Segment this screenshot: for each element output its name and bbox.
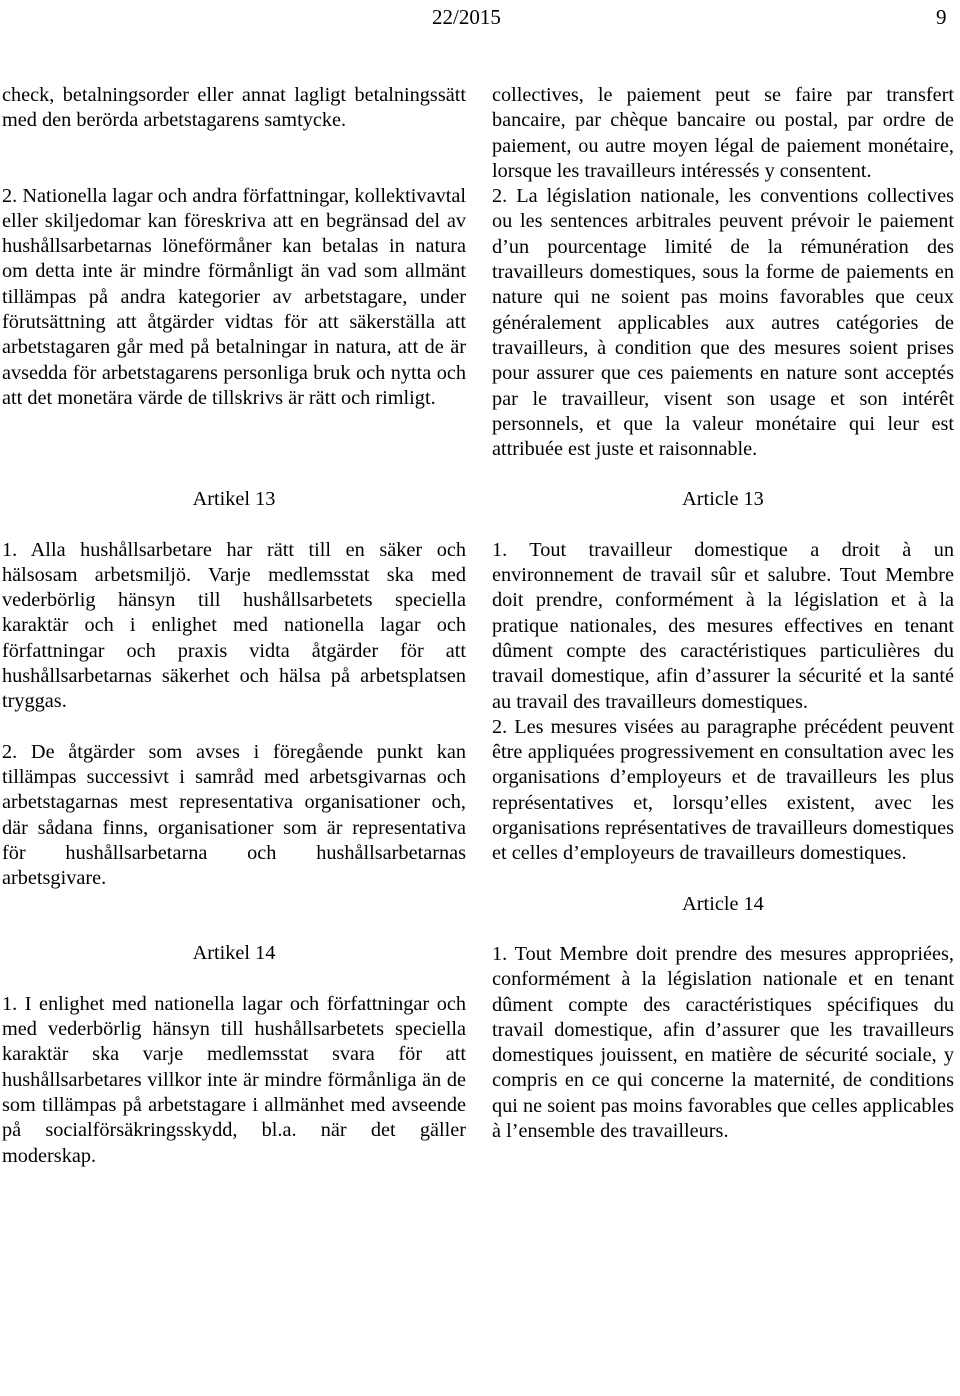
paragraph-social-security-fr: 1. Tout Membre doit prendre des mesures appropriées, conformément à la législation nationale et en tenant dûment compte des caractéristiques spécifiques du travail domestique, afin d’assurer que les travailleurs domestiques jouissent, en matière de sécurité sociale, y compris en ce qui concerne la maternité, de conditions qui ne soient pas moins favorables que celles applicables à l’ensemble des travailleurs.: [492, 942, 954, 1142]
paragraph-safe-work-environment-fr: 1. Tout travailleur domestique a droit à un environnement de travail sûr et salubre. Tout Membre doit prendre, conformément à la législation et à la pratique nationales, des mesures effectives en tenant dûment compte des caractéristiques particulières du travail domestique, afin d’assurer la sécurité et la santé au travail des travailleurs domestiques.: [492, 538, 954, 713]
heading-article-14: Article 14: [682, 892, 764, 915]
paragraph-in-kind-payment-sv: 2. Nationella lagar och andra författningar, kollektivavtal eller skiljedomar kan föreskriva att en begränsad del av hushållsarbetarnas löneförmåner kan betalas in natura om detta inte är mindre förmånligt än vad som allmänt tillämpas på andra kategorier av arbetstagare, under förutsättning att åtgärder vidtas för att säkerställa att arbetstagaren går med på betalningar in natura, att de är avsedda för arbetstagarens personliga bruk och nytta och att det monetära värde de tillskrivs är rätt och rimligt.: [2, 184, 466, 409]
issue-number: 22/2015: [432, 5, 501, 29]
page-header: [0, 2, 960, 32]
french-column: [492, 83, 954, 1144]
heading-artikel-13: Artikel 13: [192, 488, 276, 511]
paragraph-gradual-measures-sv: 2. De åtgärder som avses i föregående punkt kan tillämpas successivt i samråd med arbetsgivarnas och arbetstagarnas mest representativa organisationer och, där sådana finns, organisationer som är representativa för hushållsarbetarna och hushållsarbetarnas arbetsgivare.: [2, 740, 466, 890]
paragraph-payment-consent-fr: collectives, le paiement peut se faire par transfert bancaire, par chèque bancaire ou postal, par ordre de paiement, ou autre moyen légal de paiement monétaire, lorsque les travailleurs intéressés y consentent.: [492, 84, 954, 182]
heading-artikel-14: Artikel 14: [192, 942, 276, 965]
page-number: 9: [936, 5, 947, 29]
paragraph-safe-work-environment-sv: 1. Alla hushållsarbetare har rätt till en säker och hälsosam arbetsmiljö. Varje medlemsstat ska med vederbörlig hänsyn till hushållsarbetets speciella karaktär och i enlighet med nationella lagar och författningar och praxis vidta åtgärder för att hushållsarbetarnas säkerhet och hälsa på arbetsplatsen tryggas.: [2, 538, 466, 713]
paragraph-social-security-sv: 1. I enlighet med nationella lagar och författningar och med vederbörlig hänsyn till hushållsarbetets speciella karaktär ska varje medlemsstat svara för att hushållsarbetares villkor inte är mindre förmånliga än de som tillämpas på arbetstagare i allmänhet med avseende på socialförsäkringsskydd, bl.a. när det gäller moderskap.: [2, 992, 466, 1167]
paragraph-gradual-measures-fr: 2. Les mesures visées au paragraphe précédent peuvent être appliquées progressivement en consultation avec les organisations d’employeurs et de travailleurs les plus représentatives et, lorsqu’elles existent, avec les organisations représentatives de travailleurs domestiques et celles d’employeurs de travailleurs domestiques.: [492, 715, 954, 865]
paragraph-in-kind-payment-fr: 2. La législation nationale, les conventions collectives ou les sentences arbitrales peuvent prévoir le paiement d’un pourcentage limité de la rémunération des travailleurs domestiques, sous la forme de paiements en nature qui ne soient pas moins favorables que ceux généralement applicables aux autres catégories de travailleurs, à condition que des mesures soient prises pour assurer que ces paiements en nature sont acceptés par le travailleur, visent son usage et son intérêt personnels, et que la valeur monétaire qui leur est attribuée est juste et raisonnable.: [492, 185, 954, 461]
paragraph-payment-consent-sv: check, betalningsorder eller annat lagligt betalningssätt med den berörda arbetstagarens samtycke.: [2, 84, 466, 132]
swedish-column: [2, 83, 466, 1169]
heading-article-13: Article 13: [682, 488, 764, 511]
